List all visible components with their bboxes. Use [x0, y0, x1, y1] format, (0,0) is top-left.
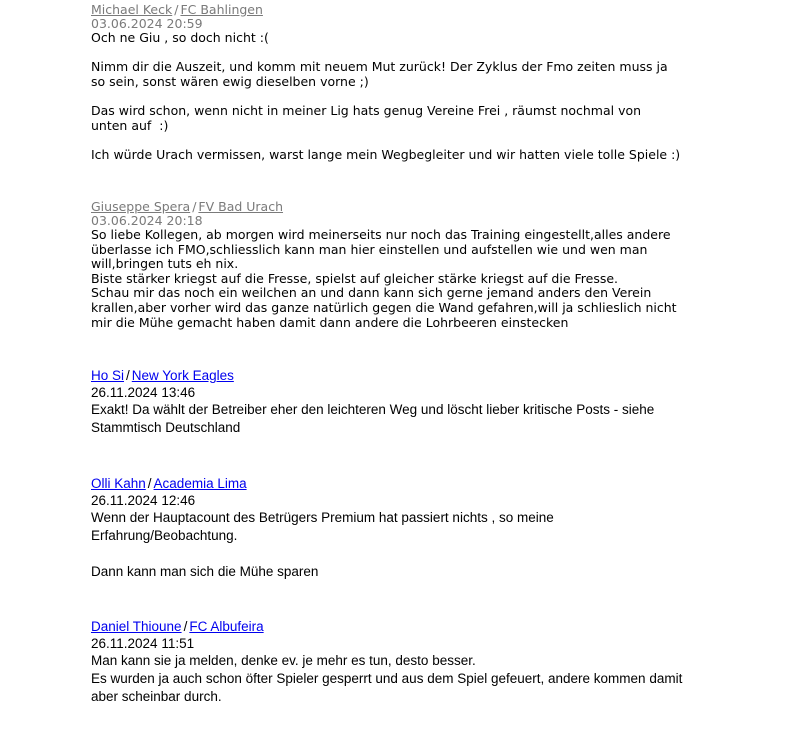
post-giuseppe-spera: [91, 199, 687, 330]
author-link[interactable]: Giuseppe Spera: [91, 199, 191, 214]
post-body: So liebe Kollegen, ab morgen wird meinerseits nur noch das Training eingestellt,alles andere überlasse ich FMO,schliesslich kann man hier einstellen und aufstellen wie und wen man will,bringen tuts eh nix. Biste stärker kriegst auf die Fresse, spielst auf gleicher stärke kriegst auf die Fresse. Schau mir das noch ein weilchen an und dann kann sich gerne jemand anders den Verein krallen,aber vorher wird das ganze natürlich gegen die Wand gefahren,will ja schlieslich nicht mir die Mühe gemacht haben damit dann andere die Lohrbeeren einstecken: [91, 227, 677, 330]
meta-separator: /: [183, 619, 188, 634]
meta-separator: /: [147, 476, 152, 491]
meta-separator: /: [174, 2, 179, 17]
post-olli-kahn: [91, 475, 571, 581]
post-meta: [91, 199, 687, 214]
post-ho-si: [91, 367, 681, 437]
post-michael-keck: [91, 2, 681, 162]
author-link[interactable]: Ho Si: [91, 368, 125, 383]
post-body: Och ne Giu , so doch nicht :( Nimm dir die Auszeit, und komm mit neuem Mut zurück! Der Zyklus der Fmo zeiten muss ja so sein, sonst wären ewig dieselben vorne ;) Das wird schon, wenn nicht in meiner Lig hats genug Vereine Frei , räumst nochmal von unten auf :) Ich würde Urach vermissen, warst lange mein Wegbegleiter und wir hatten viele tolle Spiele :): [91, 30, 681, 162]
post-date: 26.11.2024 12:46: [91, 493, 196, 508]
club-link[interactable]: New York Eagles: [131, 368, 234, 383]
post-body: Wenn der Hauptacount des Betrügers Premium hat passiert nichts , so meine Erfahrung/Beobachtung. Dann kann man sich die Mühe sparen: [91, 510, 554, 579]
author-link[interactable]: Olli Kahn: [91, 476, 146, 491]
club-link[interactable]: FC Albufeira: [189, 619, 264, 634]
author-link[interactable]: Michael Keck: [91, 2, 173, 17]
post-date: 26.11.2024 13:46: [91, 385, 196, 400]
post-body: Exakt! Da wählt der Betreiber eher den leichteren Weg und löscht lieber kritische Posts - siehe Stammtisch Deutschland: [91, 402, 659, 435]
post-meta: [91, 2, 681, 17]
post-meta: [91, 367, 681, 384]
post-date: 03.06.2024 20:59: [91, 16, 203, 31]
post-date: 03.06.2024 20:18: [91, 213, 203, 228]
author-link[interactable]: Daniel Thioune: [91, 619, 182, 634]
post-meta: [91, 618, 691, 635]
post-date: 26.11.2024 11:51: [91, 636, 195, 651]
post-daniel-thioune: [91, 618, 691, 706]
club-link[interactable]: FV Bad Urach: [198, 199, 284, 214]
post-body: Man kann sie ja melden, denke ev. je mehr es tun, desto besser. Es wurden ja auch schon öfter Spieler gesperrt und aus dem Spiel gefeuert, andere kommen damit aber scheinbar durch.: [91, 653, 683, 704]
meta-separator: /: [192, 199, 197, 214]
club-link[interactable]: FC Bahlingen: [180, 2, 263, 17]
meta-separator: /: [126, 368, 130, 383]
post-meta: [91, 475, 571, 492]
club-link[interactable]: Academia Lima: [153, 476, 247, 491]
